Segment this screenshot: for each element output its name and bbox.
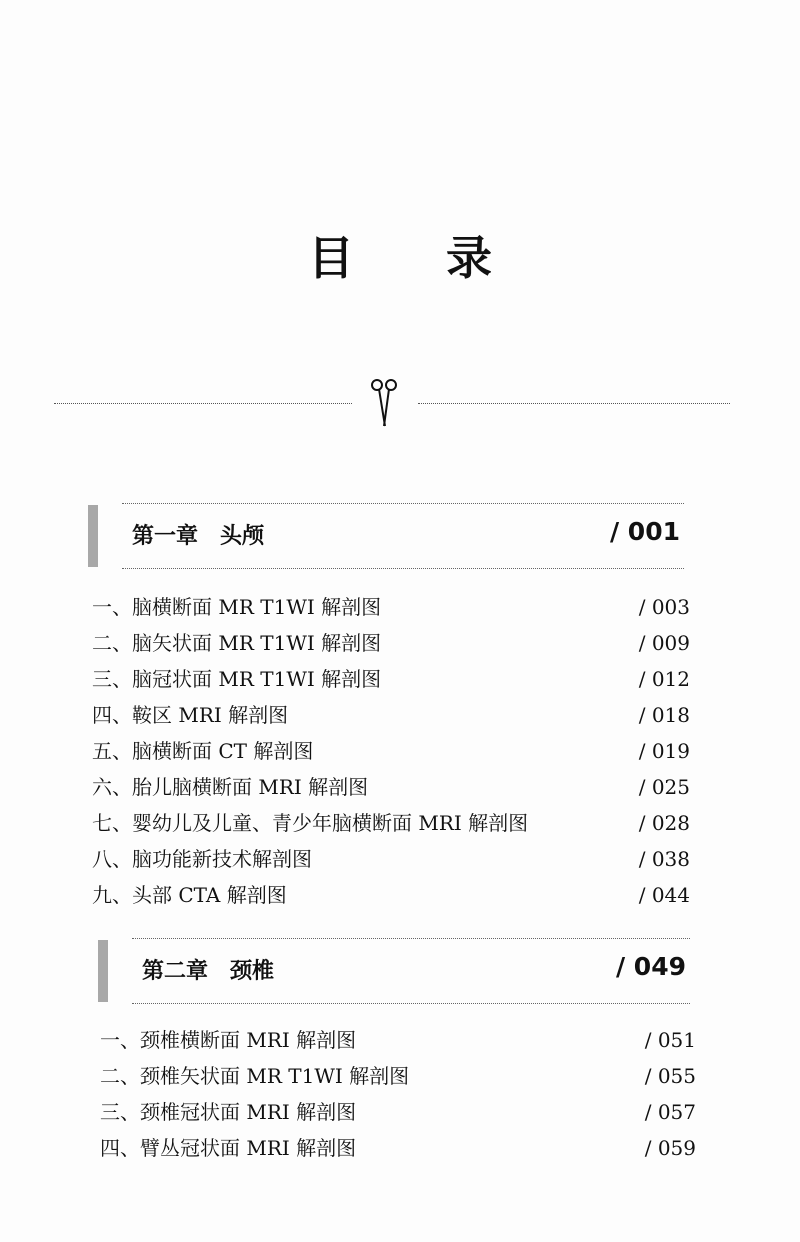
toc-entry[interactable]	[92, 878, 690, 912]
dotted-rule	[122, 568, 684, 569]
toc-entry-title: 三、颈椎冠状面 MRI 解剖图	[100, 1100, 357, 1124]
toc-entry-title: 四、鞍区 MRI 解剖图	[92, 703, 289, 727]
toc-entry[interactable]	[92, 698, 690, 732]
toc-entry[interactable]	[92, 806, 690, 840]
toc-entry[interactable]	[100, 1095, 696, 1129]
dotted-rule	[132, 1003, 690, 1004]
dotted-rule	[132, 938, 690, 939]
toc-entry-page: / 059	[644, 1136, 696, 1160]
ornament-line-left	[54, 403, 352, 404]
toc-entry[interactable]	[100, 1059, 696, 1093]
toc-entry[interactable]	[100, 1131, 696, 1165]
chapter-title: 第一章 头颅	[132, 524, 265, 549]
toc-entry-page: / 055	[644, 1064, 696, 1088]
toc-entry-page: / 028	[638, 811, 690, 835]
toc-entry[interactable]	[92, 662, 690, 696]
toc-entry-page: / 044	[638, 883, 690, 907]
toc-entry-title: 二、脑矢状面 MR T1WI 解剖图	[92, 631, 382, 655]
chapter-marker-bar	[98, 940, 108, 1002]
toc-entry-title: 五、脑横断面 CT 解剖图	[92, 739, 314, 763]
toc-entry-page: / 051	[644, 1028, 696, 1052]
toc-entry-page: / 019	[638, 739, 690, 763]
chapter-title: 第二章 颈椎	[142, 959, 275, 984]
forceps-icon	[368, 376, 400, 430]
toc-entry-page: / 003	[638, 595, 690, 619]
toc-entry[interactable]	[100, 1023, 696, 1057]
chapter-heading[interactable]	[98, 940, 690, 1002]
toc-entry-page: / 018	[638, 703, 690, 727]
dotted-rule	[122, 503, 684, 504]
toc-entry-title: 九、头部 CTA 解剖图	[92, 883, 287, 907]
toc-entry-title: 一、颈椎横断面 MRI 解剖图	[100, 1028, 357, 1052]
toc-entry-page: / 012	[638, 667, 690, 691]
ornament-line-right	[418, 403, 730, 404]
toc-entry[interactable]	[92, 590, 690, 624]
chapter-page: / 001	[609, 517, 680, 546]
toc-entry[interactable]	[92, 626, 690, 660]
chapter-marker-bar	[88, 505, 98, 567]
toc-entry-title: 八、脑功能新技术解剖图	[92, 847, 312, 871]
toc-entry-title: 六、胎儿脑横断面 MRI 解剖图	[92, 775, 369, 799]
toc-entry-page: / 009	[638, 631, 690, 655]
toc-entry[interactable]	[92, 842, 690, 876]
toc-entry-page: / 057	[644, 1100, 696, 1124]
toc-entry[interactable]	[92, 770, 690, 804]
toc-entry-page: / 025	[638, 775, 690, 799]
toc-entry-title: 四、臂丛冠状面 MRI 解剖图	[100, 1136, 357, 1160]
chapter-heading[interactable]	[88, 505, 684, 567]
page-title: 目 录	[307, 231, 530, 285]
toc-entry-title: 三、脑冠状面 MR T1WI 解剖图	[92, 667, 382, 691]
toc-entry-title: 二、颈椎矢状面 MR T1WI 解剖图	[100, 1064, 410, 1088]
toc-entry-page: / 038	[638, 847, 690, 871]
toc-entry-title: 一、脑横断面 MR T1WI 解剖图	[92, 595, 382, 619]
toc-entry[interactable]	[92, 734, 690, 768]
chapter-page: / 049	[615, 952, 686, 981]
toc-entry-title: 七、婴幼儿及儿童、青少年脑横断面 MRI 解剖图	[92, 811, 529, 835]
